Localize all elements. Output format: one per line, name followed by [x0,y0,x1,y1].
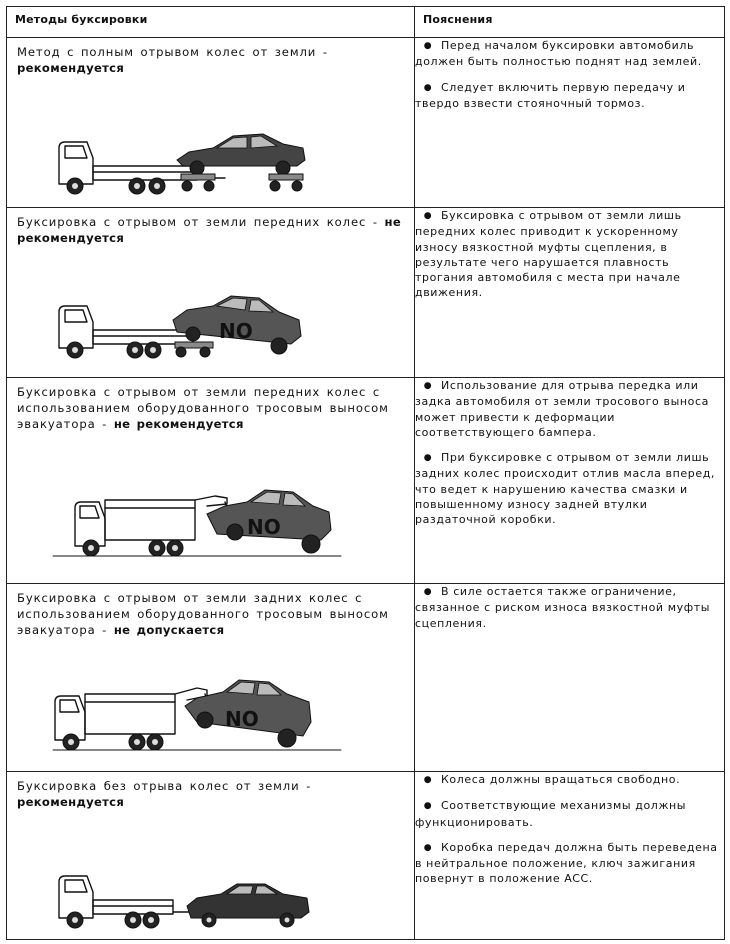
no-mark: NO [225,707,259,731]
note-item: ● Перед началом буксировки автомобиль должен быть полностью поднят над землей. [415,39,702,69]
wrecker-rear-lift-illustration [47,672,347,762]
notes-cell [415,208,725,378]
bullet-icon: ● [423,453,433,464]
method-cell [7,38,415,208]
note-item: ● В силе остается также ограничение, связанное с риском износа вязкостной муфты сцепления. [415,585,711,630]
note-item: ● Следует включить первую передачу и твердо взвести стояночный тормоз. [415,80,686,110]
method-verdict: не рекомендуется [17,215,402,245]
note-item: ● Соответствующие механизмы должны функционировать. [415,799,687,829]
flat-tow-illustration [47,856,347,936]
wrecker-front-lift-illustration [47,478,347,568]
table-header-row [7,7,725,38]
table-row [7,208,725,378]
methods-column-header: Методы буксировки [7,7,415,38]
bullet-icon: ● [423,381,433,391]
bullet-icon: ● [423,211,433,221]
note-item: ● Коробка передач должна быть переведена в нейтральное положение, ключ зажигания повернут в положение ACC. [415,840,718,886]
notes-column-header: Пояснения [415,7,725,38]
table-row [7,772,725,940]
method-description [7,208,414,246]
method-description [7,38,414,76]
method-text: Буксировка с отрывом от земли задних колес с использованием оборудованного тросовым выносом эвакуатора - [17,591,389,637]
method-description [7,772,414,810]
notes-cell [415,772,725,940]
bullet-icon: ● [423,775,433,785]
method-text: Буксировка без отрыва колес от земли - [17,779,312,793]
table-row [7,584,725,772]
method-cell [7,584,415,772]
table-row [7,378,725,584]
bullet-icon: ● [423,587,433,597]
bullet-icon: ● [423,41,433,51]
method-verdict: не допускается [113,623,225,637]
method-cell [7,378,415,584]
bullet-icon: ● [423,82,433,93]
no-mark: NO [247,515,281,539]
no-mark: NO [219,319,253,343]
method-text: Буксировка с отрывом от земли передних колес - [17,215,378,229]
note-item: ● Использование для отрыва передка или задка автомобиля от земли тросового выноса может привести к деформации соответствующего бампера. [415,379,709,439]
bullet-icon: ● [423,801,433,812]
note-item: ● При буксировке с отрывом от земли лишь задних колес происходит отлив масла вперед, что ведет к нарушению качества смазки и повышенному износу задней втулки раздаточной коробки. [415,451,716,527]
method-verdict: не рекомендуется [113,417,244,431]
method-verdict: рекомендуется [17,61,125,75]
flatbed-tow-illustration [47,122,347,202]
method-cell [7,772,415,940]
bullet-icon: ● [423,842,433,853]
method-description [7,378,414,432]
notes-cell [415,38,725,208]
method-description [7,584,414,638]
method-text: Метод с полным отрывом колес от земли - [17,45,328,59]
front-lift-tow-illustration [47,286,347,366]
method-verdict: рекомендуется [17,795,125,809]
table-row [7,38,725,208]
method-text: Буксировка с отрывом от земли передних колес с использованием оборудованного тросовым выносом эвакуатора - [17,385,389,431]
notes-cell [415,378,725,584]
notes-cell [415,584,725,772]
towing-methods-table [6,6,725,940]
method-cell [7,208,415,378]
note-item: ● Буксировка с отрывом от земли лишь передних колес приводит к ускоренному износу вязкостной муфты сцепления, в результате чего нарушается плавность трогания автомобиля с места при начале движения. [415,209,682,300]
note-item: ● Колеса должны вращаться свободно. [415,772,724,788]
